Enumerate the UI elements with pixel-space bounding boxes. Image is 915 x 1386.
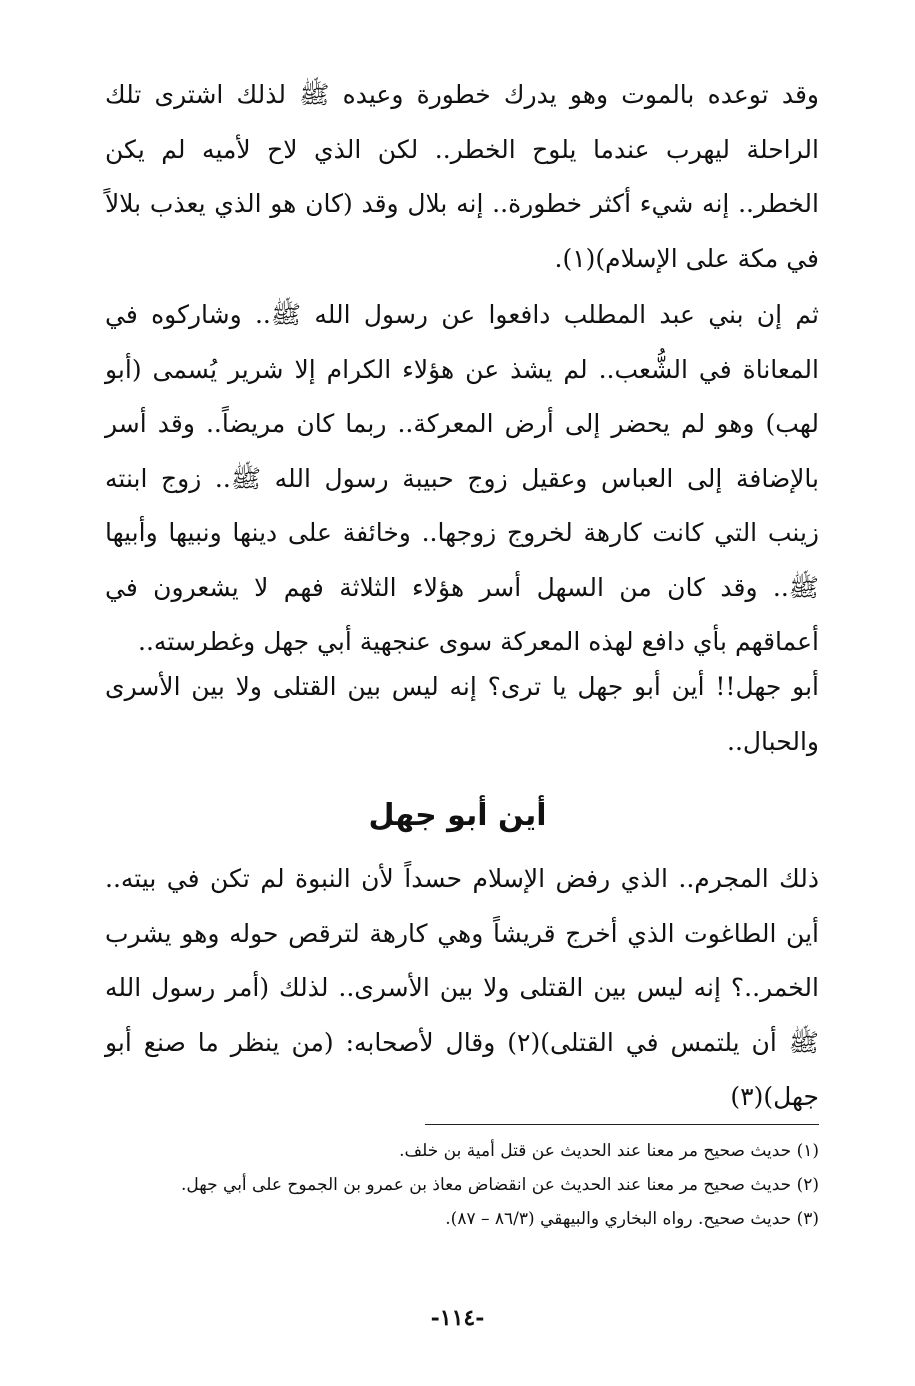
paragraph-3: أبو جهل!! أين أبو جهل يا ترى؟ إنه ليس بين القتلى ولا بين الأسرى والحبال.. bbox=[105, 672, 819, 756]
footnotes bbox=[100, 1134, 819, 1236]
section-heading: أين أبو جهل bbox=[368, 798, 547, 833]
footnote-1: (١) حديث صحيح مر معنا عند الحديث عن قتل أمية بن خلف. bbox=[399, 1141, 819, 1161]
footnote-3: (٣) حديث صحيح. رواه البخاري والبيهقي (٨٦/٣ – ٨٧). bbox=[445, 1209, 819, 1229]
paragraph-1: وقد توعده بالموت وهو يدرك خطورة وعيده ﷺ لذلك اشترى تلك الراحلة ليهرب عندما يلوح الخطر.. لكن الذي لاح لأميه لم يكن الخطر.. إنه شيء أكثر خطورة.. إنه بلال وقد (كان هو الذي يعذب بلالاً في مكة على الإسلام)(١). bbox=[105, 80, 819, 273]
paragraph-4: ذلك المجرم.. الذي رفض الإسلام حسداً لأن النبوة لم تكن في بيته.. أين الطاغوت الذي أخرج قريشاً وهي كارهة لترقص حوله وهو يشرب الخمر..؟ إنه ليس بين القتلى ولا بين الأسرى.. لذلك (أمر رسول الله ﷺ أن يلتمس في القتلى)(٢) وقال لأصحابه: (من ينظر ما صنع أبو جهل)(٣) bbox=[105, 864, 819, 1111]
footnote-divider bbox=[425, 1124, 819, 1125]
footnote-2: (٢) حديث صحيح مر معنا عند الحديث عن انقضاض معاذ بن عمرو بن الجموح على أبي جهل. bbox=[181, 1175, 819, 1195]
page-number: -١١٤- bbox=[430, 1305, 485, 1331]
paragraph-2: ثم إن بني عبد المطلب دافعوا عن رسول الله ﷺ.. وشاركوه في المعاناة في الشُّعب.. لم يشذ عن هؤلاء الكرام إلا شرير يُسمى (أبو لهب) وهو لم يحضر إلى أرض المعركة.. ربما كان مريضاً.. وقد أسر بالإضافة إلى العباس وعقيل زوج حبيبة رسول الله ﷺ.. زوج ابنته زينب التي كانت كارهة لخروج زوجها.. وخائفة على دينها ونبيها وأبيها ﷺ.. وقد كان من السهل أسر هؤلاء الثلاثة فهم لا يشعرون في أعماقهم بأي دافع لهذه المعركة سوى عنجهية أبي جهل وغطرسته.. bbox=[105, 300, 819, 656]
